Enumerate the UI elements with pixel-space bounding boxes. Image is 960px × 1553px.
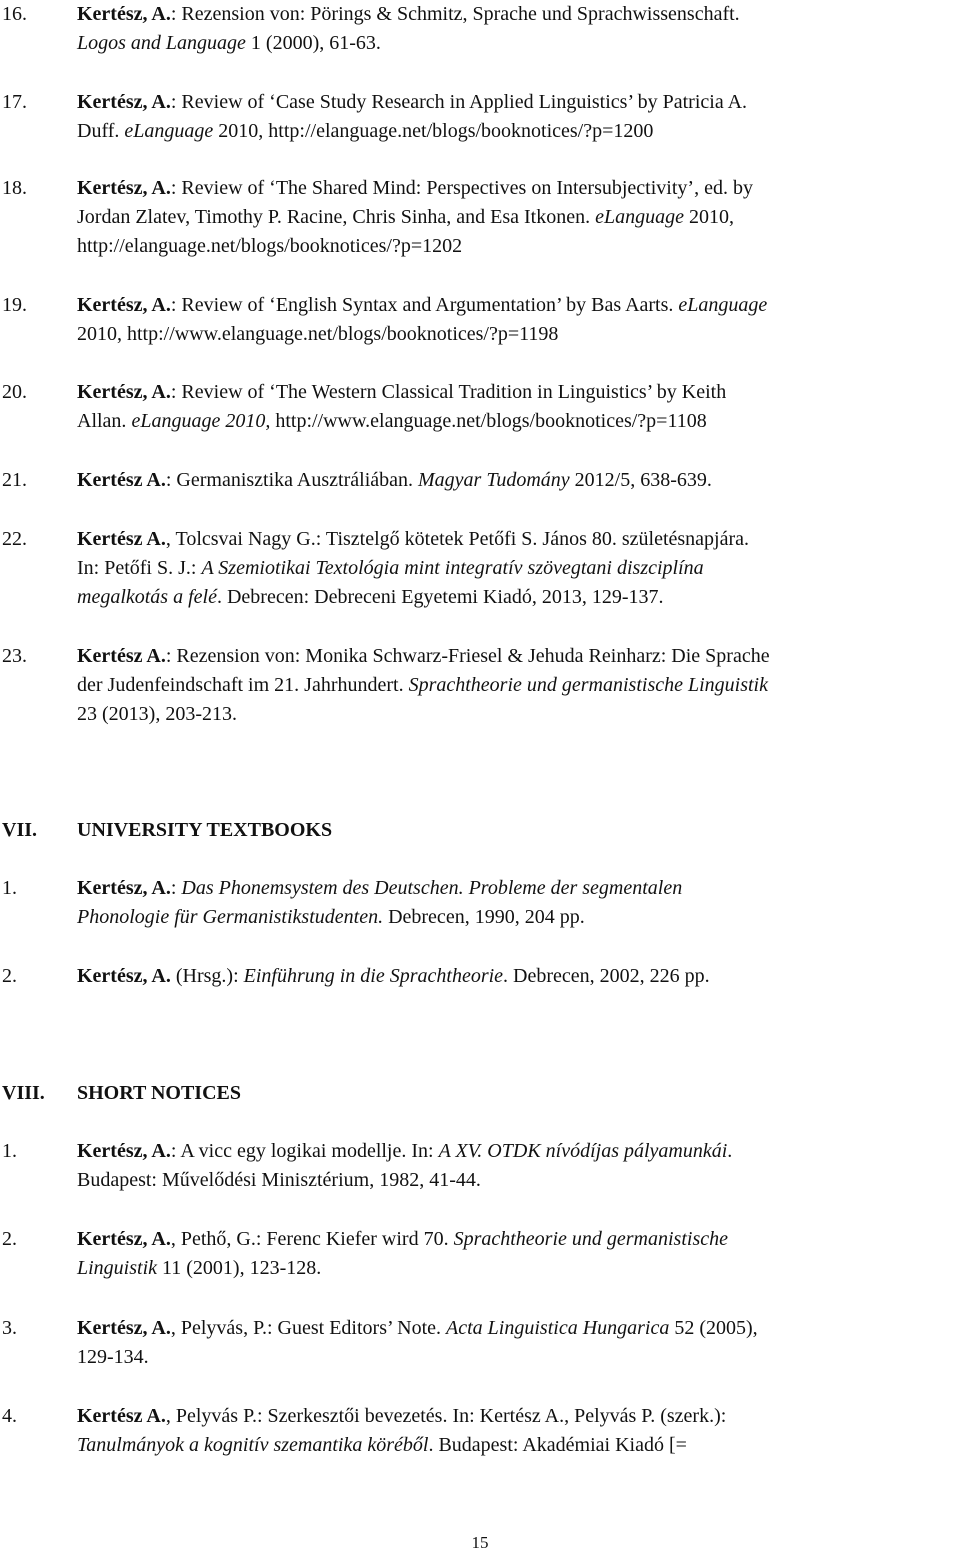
text-run: Duff.	[77, 120, 125, 142]
text-run: 52 (2005),	[669, 1317, 758, 1339]
entry-line	[77, 962, 950, 991]
text-run: : A vicc egy logikai modellje. In:	[170, 1140, 439, 1162]
text-run: : Review of ‘The Western Classical Tradition in Linguistics’ by Keith	[170, 381, 727, 403]
entry-number: 21.	[2, 469, 27, 491]
text-run: , Pelyvás P.: Szerkesztői bevezetés. In: Kertész A., Pelyvás P. (szerk.):	[165, 1405, 727, 1427]
entry-line	[77, 0, 950, 29]
text-run: Kertész, A.	[77, 877, 171, 899]
section-title: SHORT NOTICES	[77, 1082, 241, 1104]
text-run: 11 (2001), 123-128.	[157, 1257, 322, 1279]
text-run: : Rezension von: Monika Schwarz-Friesel & Jehuda Reinharz: Die Sprache	[165, 645, 770, 667]
entry-number: 16.	[2, 3, 27, 25]
text-run: Sprachtheorie und germanistische	[453, 1228, 728, 1250]
entry-number: 18.	[2, 177, 27, 199]
entry-line	[77, 1431, 950, 1460]
entry-text	[77, 525, 950, 612]
entry-number: 2.	[2, 1228, 17, 1250]
entry-number: 19.	[2, 294, 27, 316]
entry-line	[77, 671, 950, 700]
entry-number: 3.	[2, 1317, 17, 1339]
entry-text	[77, 1225, 950, 1283]
entry-text	[77, 962, 950, 991]
text-run: eLanguage 2010,	[131, 410, 271, 432]
text-run: Kertész, A.	[77, 3, 171, 25]
entry-line	[77, 29, 950, 58]
entry-text	[77, 874, 950, 932]
entry-text	[77, 1137, 950, 1195]
text-run: . Debrecen: Debreceni Egyetemi Kiadó, 2013, 129-137.	[216, 586, 664, 608]
entry-line	[77, 1314, 950, 1343]
text-run: Budapest: Művelődési Minisztérium, 1982, 41-44.	[77, 1169, 481, 1191]
entry-text	[77, 378, 950, 436]
text-run: megalkotás a felé	[77, 586, 217, 608]
entry-line	[77, 700, 950, 729]
text-run: Kertész A.	[77, 528, 166, 550]
text-run: Sprachtheorie und germanistische Linguistik	[408, 674, 768, 696]
text-run: Kertész A.	[77, 645, 166, 667]
entry-number: 1.	[2, 1140, 17, 1162]
text-run: .	[727, 1140, 733, 1162]
text-run: Logos and Language	[77, 32, 246, 54]
text-run: Das Phonemsystem des Deutschen. Probleme der segmentalen	[181, 877, 683, 899]
section-number: VIII.	[2, 1082, 45, 1104]
text-run: 2010, http://elanguage.net/blogs/booknotices/?p=1200	[213, 120, 654, 142]
text-run: Phonologie für Germanistikstudenten.	[77, 906, 384, 928]
entry-number: 23.	[2, 645, 27, 667]
text-run: Kertész A.	[77, 469, 166, 491]
entry-line	[77, 117, 950, 146]
text-run: A Szemiotikai Textológia mint integratív szövegtani diszciplína	[201, 557, 704, 579]
text-run: . Debrecen, 2002, 226 pp.	[503, 965, 710, 987]
text-run: (Hrsg.):	[170, 965, 244, 987]
entry-line	[77, 1254, 950, 1283]
text-run: : Review of ‘English Syntax and Argumentation’ by Bas Aarts.	[170, 294, 679, 316]
text-run: Debrecen, 1990, 204 pp.	[383, 906, 585, 928]
entry-line	[77, 1166, 950, 1195]
text-run: A XV. OTDK nívódíjas pályamunkái	[438, 1140, 728, 1162]
entry-line	[77, 874, 950, 903]
entry-line	[77, 525, 950, 554]
text-run: : Review of ‘Case Study Research in Applied Linguistics’ by Patricia A.	[170, 91, 748, 113]
entry-line	[77, 88, 950, 117]
entry-line	[77, 1343, 950, 1372]
text-run: , Pelyvás, P.: Guest Editors’ Note.	[170, 1317, 447, 1339]
text-run: Kertész, A.	[77, 294, 171, 316]
text-run: Kertész, A.	[77, 1228, 171, 1250]
text-run: Kertész A.	[77, 1405, 166, 1427]
entry-line	[77, 642, 950, 671]
entry-line	[77, 466, 950, 495]
entry-line	[77, 583, 950, 612]
page-number: 15	[471, 1533, 489, 1552]
entry-line	[77, 1402, 950, 1431]
entry-line	[77, 320, 950, 349]
text-run: Tanulmányok a kognitív szemantika köréből	[77, 1434, 429, 1456]
entry-line	[77, 232, 950, 261]
text-run: Kertész, A.	[77, 91, 171, 113]
entry-text	[77, 1402, 950, 1460]
entry-line	[77, 407, 950, 436]
text-run: Kertész, A.	[77, 1140, 171, 1162]
text-run: 2010, http://www.elanguage.net/blogs/booknotices/?p=1198	[77, 323, 559, 345]
entry-number: 2.	[2, 965, 17, 987]
text-run: eLanguage	[124, 120, 214, 142]
section-title: UNIVERSITY TEXTBOOKS	[77, 819, 333, 841]
entry-line	[77, 378, 950, 407]
entry-line	[77, 291, 950, 320]
entry-number: 4.	[2, 1405, 17, 1427]
text-run: : Germanisztika Ausztráliában.	[165, 469, 418, 491]
entry-line	[77, 174, 950, 203]
entry-number: 20.	[2, 381, 27, 403]
entry-line	[77, 554, 950, 583]
text-run: Jordan Zlatev, Timothy P. Racine, Chris Sinha, and Esa Itkonen.	[77, 206, 596, 228]
text-run: Kertész, A.	[77, 965, 171, 987]
entry-text	[77, 0, 950, 58]
entry-text	[77, 642, 950, 729]
text-run: 2012/5, 638-639.	[569, 469, 712, 491]
text-run: In: Petőfi S. J.:	[77, 557, 202, 579]
text-run: Kertész, A.	[77, 1317, 171, 1339]
entry-line	[77, 203, 950, 232]
text-run: :	[170, 877, 182, 899]
text-run: Linguistik	[77, 1257, 158, 1279]
text-run: Kertész, A.	[77, 381, 171, 403]
text-run: 129-134.	[77, 1346, 149, 1368]
text-run: eLanguage	[678, 294, 768, 316]
text-run: : Review of ‘The Shared Mind: Perspectives on Intersubjectivity’, ed. by	[170, 177, 753, 199]
entry-number: 17.	[2, 91, 27, 113]
text-run: . Budapest: Akadémiai Kiadó [=	[428, 1434, 687, 1456]
text-run: , Tolcsvai Nagy G.: Tisztelgő kötetek Petőfi S. János 80. születésnapjára.	[165, 528, 750, 550]
text-run: 23 (2013), 203-213.	[77, 703, 237, 725]
text-run: 2010,	[684, 206, 734, 228]
entry-number: 1.	[2, 877, 17, 899]
text-run: Allan.	[77, 410, 132, 432]
text-run: : Rezension von: Pörings & Schmitz, Sprache und Sprachwissenschaft.	[170, 3, 740, 25]
entry-text	[77, 466, 950, 495]
entry-line	[77, 1137, 950, 1166]
text-run: der Judenfeindschaft im 21. Jahrhundert.	[77, 674, 409, 696]
text-run: 1 (2000), 61-63.	[245, 32, 381, 54]
text-run: Einführung in die Sprachtheorie	[243, 965, 504, 987]
entry-line	[77, 1225, 950, 1254]
text-run: Acta Linguistica Hungarica	[446, 1317, 670, 1339]
entry-text	[77, 174, 950, 261]
text-run: http://elanguage.net/blogs/booknotices/?p=1202	[77, 235, 463, 257]
entry-number: 22.	[2, 528, 27, 550]
section-number: VII.	[2, 819, 38, 841]
entry-text	[77, 88, 950, 146]
text-run: Kertész, A.	[77, 177, 171, 199]
text-run: Magyar Tudomány	[418, 469, 570, 491]
entry-text	[77, 291, 950, 349]
entry-text	[77, 1314, 950, 1372]
entry-line	[77, 903, 950, 932]
text-run: , Pethő, G.: Ferenc Kiefer wird 70.	[170, 1228, 454, 1250]
text-run: http://www.elanguage.net/blogs/booknotices/?p=1108	[270, 410, 707, 432]
text-run: eLanguage	[595, 206, 684, 228]
